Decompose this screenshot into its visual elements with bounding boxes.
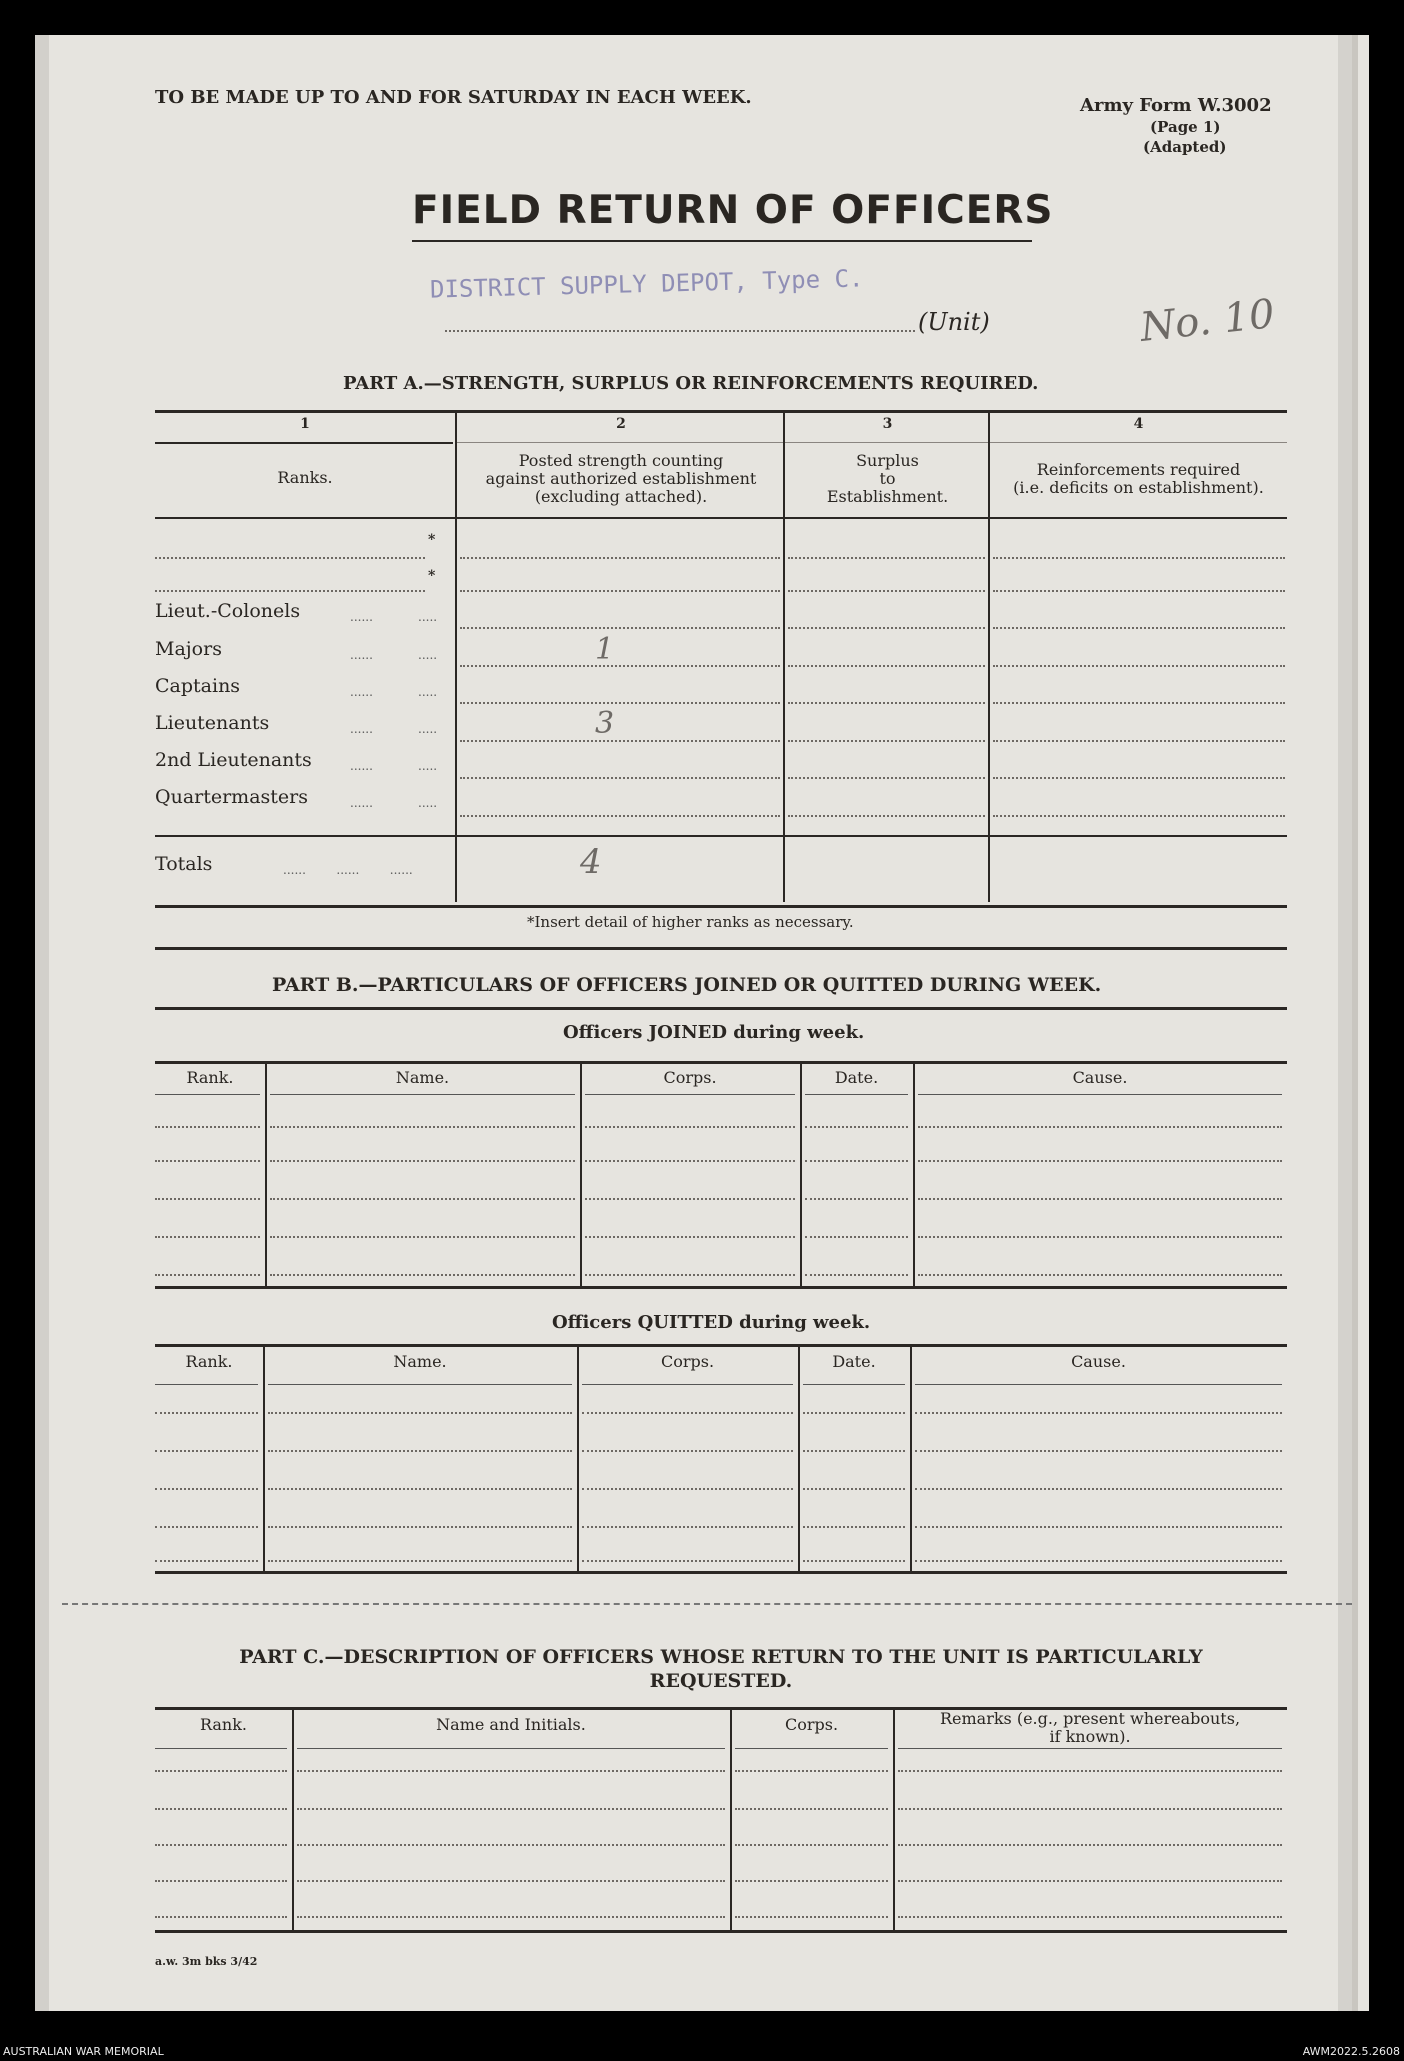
partc-row-6-cell-4 (898, 1916, 1282, 1918)
joined-row-1-cell-2 (270, 1094, 575, 1095)
joined-row-5-cell-3 (585, 1236, 795, 1238)
unit-label: (Unit) (918, 308, 990, 336)
joined-col-head-3: Corps. (663, 1068, 717, 1087)
quitted-row-4-cell-3 (582, 1488, 793, 1490)
quitted-row-5-cell-2 (268, 1526, 572, 1528)
part-a-rowline-2-col3 (788, 590, 985, 592)
quitted-row-4-cell-4 (803, 1488, 905, 1490)
rank-leader2-5: ..... (418, 759, 438, 773)
partc-row-6-cell-2 (297, 1916, 725, 1918)
quitted-divider-3 (798, 1347, 800, 1571)
part-a-rowline-6-col2 (460, 740, 780, 742)
joined-row-4-cell-3 (585, 1198, 795, 1200)
partc-col-head-3: Corps. (784, 1715, 839, 1734)
quitted-col-head-1: Rank. (185, 1352, 233, 1371)
quitted-row-4-cell-5 (915, 1488, 1282, 1490)
part-a-rowline-3-col4 (993, 627, 1285, 629)
quitted-col-head-3: Corps. (660, 1352, 715, 1371)
rank-leader-5: ...... (350, 759, 373, 773)
star-row-2-line (155, 590, 425, 592)
archive-reference: AWM2022.5.2608 (1302, 2045, 1400, 2058)
part-c-title-line1: PART C.—DESCRIPTION OF OFFICERS WHOSE RETURN TO THE UNIT IS PARTICULARLY (239, 1646, 1203, 1668)
quitted-row-3-cell-1 (155, 1450, 258, 1452)
partc-row-2-cell-1 (155, 1770, 287, 1772)
partc-row-1-cell-3 (735, 1748, 888, 1749)
posted-strength-heading: Posted strength counting against authorized establishment (excluding attached). (485, 451, 757, 506)
joined-col-head-4: Date. (834, 1068, 879, 1087)
printer-mark: a.w. 3m bks 3/42 (155, 1955, 258, 1968)
quitted-row-5-cell-4 (803, 1526, 905, 1528)
joined-divider-2 (580, 1064, 582, 1286)
joined-col-head-2: Name. (395, 1068, 450, 1087)
part-a-top-rule (155, 410, 1287, 413)
perforation-line (62, 1603, 1352, 1605)
rank-leader2-6: ..... (418, 796, 438, 810)
partc-row-2-cell-3 (735, 1770, 888, 1772)
quitted-row-5-cell-1 (155, 1526, 258, 1528)
part-a-rowline-3-col3 (788, 627, 985, 629)
star-row-1-mark: * (428, 532, 436, 548)
partc-row-4-cell-2 (297, 1844, 725, 1846)
joined-row-4-cell-5 (918, 1198, 1282, 1200)
page-number: (Page 1) (1150, 118, 1221, 136)
surplus-heading: Surplus to Establishment. (826, 451, 949, 506)
partc-row-3-cell-1 (155, 1808, 287, 1810)
part-a-totals-rule (155, 835, 1287, 837)
col3-sub-rule (785, 442, 988, 443)
quitted-row-3-cell-4 (803, 1450, 905, 1452)
form-number: Army Form W.3002 (1080, 95, 1272, 116)
totals-leader: ...... ...... ...... (283, 863, 413, 877)
part-a-rowline-8-col4 (993, 815, 1285, 817)
part-a-rowline-4-col2 (460, 665, 780, 667)
joined-row-1-cell-3 (585, 1094, 795, 1095)
partc-row-3-cell-2 (297, 1808, 725, 1810)
quitted-row-3-cell-2 (268, 1450, 572, 1452)
rank-leader-4: ...... (350, 722, 373, 736)
partc-row-6-cell-3 (735, 1916, 888, 1918)
part-a-rowline-6-col3 (788, 740, 985, 742)
part-a-rowline-2-col2 (460, 590, 780, 592)
part-c-title-line2: REQUESTED. (649, 1670, 793, 1692)
star-row-2-mark: * (428, 568, 436, 584)
quitted-divider-4 (910, 1347, 912, 1571)
instruction-text: TO BE MADE UP TO AND FOR SATURDAY IN EACH WEEK. (155, 87, 752, 108)
partc-row-1-cell-4 (898, 1748, 1282, 1749)
quitted-row-2-cell-1 (155, 1412, 258, 1414)
joined-row-3-cell-2 (270, 1160, 575, 1162)
quitted-row-1-cell-5 (915, 1384, 1282, 1385)
col-num-2: 2 (616, 416, 626, 432)
joined-row-1-cell-1 (155, 1094, 260, 1095)
posted-value-4: 3 (595, 706, 615, 741)
part-a-divider-2 (783, 410, 785, 902)
joined-row-3-cell-1 (155, 1160, 260, 1162)
joined-row-6-cell-3 (585, 1274, 795, 1276)
joined-row-2-cell-5 (918, 1126, 1282, 1128)
joined-row-5-cell-4 (805, 1236, 908, 1238)
rank-leader2-3: ..... (418, 685, 438, 699)
col-num-3: 3 (882, 416, 893, 432)
rank-leader-2: ...... (350, 648, 373, 662)
posted-value-2: 1 (595, 632, 615, 667)
partc-row-5-cell-2 (297, 1880, 725, 1882)
part-b-top-rule (155, 1007, 1287, 1010)
quitted-row-1-cell-4 (803, 1384, 905, 1385)
col1-sub-rule (155, 442, 453, 444)
part-a-divider-1 (455, 410, 457, 902)
page-title: FIELD RETURN OF OFFICERS (412, 188, 1054, 233)
partc-row-4-cell-3 (735, 1844, 888, 1846)
rank-leader-3: ...... (350, 685, 373, 699)
joined-top-rule (155, 1061, 1287, 1064)
part-a-rowline-7-col3 (788, 777, 985, 779)
part-a-rowline-6-col4 (993, 740, 1285, 742)
quitted-row-1-cell-2 (268, 1384, 572, 1385)
part-a-rowline-7-col4 (993, 777, 1285, 779)
part-a-rowline-1-col4 (993, 557, 1285, 559)
part-b-title: PART B.—PARTICULARS OF OFFICERS JOINED OR QUITTED DURING WEEK. (272, 974, 1102, 996)
quitted-row-6-cell-2 (268, 1560, 572, 1562)
part-a-end-rule (155, 947, 1287, 950)
quitted-row-6-cell-5 (915, 1560, 1282, 1562)
quitted-row-1-cell-3 (582, 1384, 793, 1385)
joined-row-2-cell-4 (805, 1126, 908, 1128)
quitted-top-rule (155, 1344, 1287, 1347)
partc-row-1-cell-1 (155, 1748, 287, 1749)
rank-label-6: Quartermasters (155, 786, 308, 808)
joined-row-4-cell-4 (805, 1198, 908, 1200)
joined-col-head-5: Cause. (1072, 1068, 1128, 1087)
part-a-rowline-4-col3 (788, 665, 985, 667)
part-a-rowline-5-col4 (993, 702, 1285, 704)
rank-leader-1: ...... (350, 610, 373, 624)
paper-left-fold (35, 35, 49, 2011)
partc-row-2-cell-4 (898, 1770, 1282, 1772)
col4-sub-rule (990, 442, 1287, 443)
unit-stamp: DISTRICT SUPPLY DEPOT, Type C. (429, 264, 864, 304)
part-a-bottom-rule (155, 905, 1287, 908)
rank-leader2-2: ..... (418, 648, 438, 662)
joined-row-6-cell-2 (270, 1274, 575, 1276)
paper-right-edge-shadow (1352, 35, 1358, 2011)
partc-row-3-cell-3 (735, 1808, 888, 1810)
quitted-row-5-cell-5 (915, 1526, 1282, 1528)
partc-divider-2 (730, 1710, 732, 1930)
part-a-rowline-1-col3 (788, 557, 985, 559)
quitted-row-3-cell-3 (582, 1450, 793, 1452)
joined-row-3-cell-5 (918, 1160, 1282, 1162)
part-a-rowline-5-col2 (460, 702, 780, 704)
archive-footer (0, 2043, 1404, 2061)
part-a-rowline-7-col2 (460, 777, 780, 779)
star-row-1-line (155, 557, 425, 559)
rank-label-5: 2nd Lieutenants (155, 749, 312, 771)
ranks-heading: Ranks. (277, 468, 333, 487)
joined-row-4-cell-1 (155, 1198, 260, 1200)
rank-label-3: Captains (155, 675, 241, 697)
quitted-title: Officers QUITTED during week. (552, 1312, 871, 1333)
partc-col-head-4: Remarks (e.g., present whereabouts, if known). (939, 1709, 1241, 1746)
reinforcements-heading: Reinforcements required (i.e. deficits on establishment). (1013, 460, 1264, 497)
part-a-footnote: *Insert detail of higher ranks as necessary. (527, 913, 854, 931)
partc-row-5-cell-1 (155, 1880, 287, 1882)
part-a-divider-3 (988, 410, 990, 902)
part-a-rowline-8-col3 (788, 815, 985, 817)
totals-label: Totals (155, 853, 213, 875)
quitted-row-4-cell-1 (155, 1488, 258, 1490)
joined-row-3-cell-3 (585, 1160, 795, 1162)
partc-row-5-cell-4 (898, 1880, 1282, 1882)
joined-row-4-cell-2 (270, 1198, 575, 1200)
quitted-bottom-rule (155, 1571, 1287, 1574)
joined-row-5-cell-1 (155, 1236, 260, 1238)
joined-title: Officers JOINED during week. (563, 1022, 865, 1043)
adapted-label: (Adapted) (1143, 138, 1227, 156)
rank-leader-6: ...... (350, 796, 373, 810)
joined-row-5-cell-5 (918, 1236, 1282, 1238)
partc-row-1-cell-2 (297, 1748, 725, 1749)
quitted-row-2-cell-5 (915, 1412, 1282, 1414)
joined-divider-1 (265, 1064, 267, 1286)
joined-row-6-cell-4 (805, 1274, 908, 1276)
joined-bottom-rule (155, 1286, 1287, 1289)
part-a-rowline-4-col4 (993, 665, 1285, 667)
joined-row-2-cell-2 (270, 1126, 575, 1128)
quitted-divider-2 (577, 1347, 579, 1571)
quitted-col-head-4: Date. (832, 1352, 876, 1371)
joined-row-2-cell-3 (585, 1126, 795, 1128)
totals-value: 4 (580, 842, 602, 882)
partc-row-6-cell-1 (155, 1916, 287, 1918)
part-a-title: PART A.—STRENGTH, SURPLUS OR REINFORCEMENTS REQUIRED. (343, 373, 1039, 394)
rank-leader2-1: ..... (418, 610, 438, 624)
joined-divider-4 (913, 1064, 915, 1286)
quitted-col-head-5: Cause. (1071, 1352, 1126, 1371)
quitted-row-6-cell-4 (803, 1560, 905, 1562)
joined-row-1-cell-4 (805, 1094, 908, 1095)
partc-row-4-cell-4 (898, 1844, 1282, 1846)
rank-label-2: Majors (155, 638, 222, 660)
quitted-row-1-cell-1 (155, 1384, 258, 1385)
rank-leader2-4: ..... (418, 722, 438, 736)
joined-divider-3 (800, 1064, 802, 1286)
part-a-header-rule (155, 517, 1287, 519)
quitted-divider-1 (263, 1347, 265, 1571)
partc-divider-1 (292, 1710, 294, 1930)
joined-col-head-1: Rank. (186, 1068, 234, 1087)
joined-row-6-cell-5 (918, 1274, 1282, 1276)
joined-row-3-cell-4 (805, 1160, 908, 1162)
part-a-rowline-1-col2 (460, 557, 780, 559)
part-a-rowline-5-col3 (788, 702, 985, 704)
unit-dotted-line (445, 330, 915, 332)
partc-col-head-2: Name and Initials. (436, 1715, 586, 1734)
quitted-row-2-cell-3 (582, 1412, 793, 1414)
handwritten-number: No. 10 (1137, 291, 1277, 351)
quitted-row-2-cell-2 (268, 1412, 572, 1414)
archive-name: AUSTRALIAN WAR MEMORIAL (3, 2045, 164, 2058)
quitted-col-head-2: Name. (393, 1352, 447, 1371)
quitted-row-6-cell-3 (582, 1560, 793, 1562)
quitted-row-3-cell-5 (915, 1450, 1282, 1452)
quitted-row-2-cell-4 (803, 1412, 905, 1414)
part-a-rowline-2-col4 (993, 590, 1285, 592)
quitted-row-4-cell-2 (268, 1488, 572, 1490)
col-num-1: 1 (300, 416, 310, 432)
partc-row-5-cell-3 (735, 1880, 888, 1882)
rank-label-4: Lieutenants (155, 712, 270, 734)
quitted-row-5-cell-3 (582, 1526, 793, 1528)
rank-label-1: Lieut.-Colonels (155, 600, 301, 622)
part-a-rowline-3-col2 (460, 627, 780, 629)
part-a-rowline-8-col2 (460, 815, 780, 817)
partc-row-4-cell-1 (155, 1844, 287, 1846)
joined-row-6-cell-1 (155, 1274, 260, 1276)
quitted-row-6-cell-1 (155, 1560, 258, 1562)
joined-row-1-cell-5 (918, 1094, 1282, 1095)
part-c-title (155, 1645, 1287, 1693)
title-underline (412, 240, 1032, 242)
joined-row-2-cell-1 (155, 1126, 260, 1128)
col2-sub-rule (457, 442, 783, 443)
col-num-4: 4 (1133, 416, 1144, 432)
partc-row-3-cell-4 (898, 1808, 1282, 1810)
partc-col-head-1: Rank. (199, 1715, 248, 1734)
joined-row-5-cell-2 (270, 1236, 575, 1238)
part-c-bottom-rule (155, 1930, 1287, 1933)
partc-row-2-cell-2 (297, 1770, 725, 1772)
